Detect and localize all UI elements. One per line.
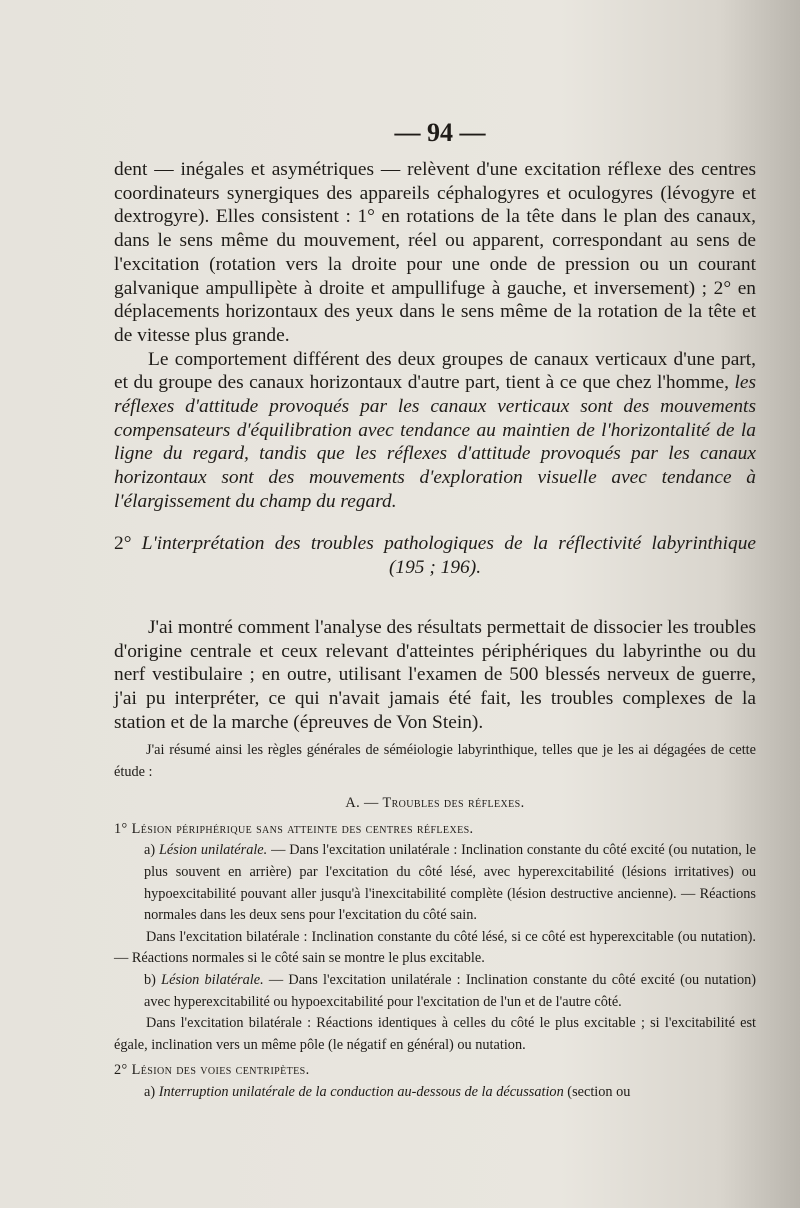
summary-block bbox=[114, 740, 756, 1104]
body-text-middle bbox=[114, 616, 756, 735]
lesion-1-a-text: — Dans l'excitation unilatérale : Inclination constante du côté excité (ou nutation, le plus souvent en arrière) par l'excitation du côté lésé, avec hyperexcitabilité (lésions irritatives) ou hypoexcitabilité pouvant aller jusqu'à l'inexcitabilité complète (lésion destructive ancienne). — Réactions normales dans les deux sens pour l'excitation du côté sain. bbox=[144, 842, 756, 924]
lesion-1-title: 1° Lésion périphérique sans atteinte des centres réflexes. bbox=[114, 820, 474, 837]
lesion-2-a-label: a) bbox=[144, 1083, 159, 1100]
section-heading-text: L'interprétation des troubles pathologiques de la réflectivité labyrinthique bbox=[141, 533, 756, 554]
lesion-1-b-italic: Lésion bilatérale. bbox=[161, 971, 264, 988]
section-heading bbox=[114, 532, 756, 580]
lesion-2-title: 2° Lésion des voies centripètes. bbox=[114, 1062, 310, 1079]
paragraph-2 bbox=[114, 348, 756, 514]
lesion-1-a bbox=[114, 840, 756, 926]
section-heading-line-1 bbox=[114, 532, 756, 556]
page-number: — 94 — bbox=[394, 118, 486, 147]
paragraph-2-intro: Le comportement différent des deux groupes de canaux verticaux d'une part, et du groupe des canaux horizontaux d'autre part, tient à ce que chez l'homme, bbox=[114, 348, 756, 394]
body-text-top bbox=[114, 158, 756, 514]
lesion-1-b-bilateral: Dans l'excitation bilatérale : Réactions identiques à celles du côté le plus excitable ; si l'excitabilité est égale, inclination vers un même pôle (le négatif en général) ou nutation. bbox=[114, 1015, 756, 1053]
heading-a: A. — Troubles des réflexes. bbox=[345, 795, 525, 812]
lesion-2-a bbox=[114, 1082, 756, 1104]
lesion-1-a-bilateral: Dans l'excitation bilatérale : Inclination constante du côté lésé, si ce côté est hyperexcitable (ou nutation). — Réactions normales si le côté sain se montre le plus excitable. bbox=[114, 928, 756, 967]
lesion-2-a-text: (section ou bbox=[563, 1083, 631, 1100]
lesion-1-b bbox=[114, 970, 756, 1013]
lesion-1-b-text: — Dans l'excitation unilatérale : Inclination constante du côté excité (ou nutation) avec hyperexcitabilité ou hypoexcitabilité pour l'excitation de l'un et de l'autre côté. bbox=[144, 971, 756, 1010]
lesion-1-a-italic: Lésion unilatérale. bbox=[158, 842, 268, 859]
lesion-1-a-label: a) bbox=[144, 842, 159, 859]
lesion-2-a-italic-2: unilatérale de la conduction au-dessous de la décussation bbox=[228, 1083, 564, 1100]
lesion-1-b-label: b) bbox=[144, 971, 162, 988]
paragraph-2-italic: les réflexes d'attitude provoqués par les canaux verticaux sont des mouvements compensateurs d'équilibration avec tendance au maintien de l'horizontalité de la ligne du regard, tandis que les réflexes d'attitude provoqués par les canaux horizontaux sont des mouvements d'exploration visuelle avec tendance à l'élargissement du champ du regard. bbox=[114, 372, 756, 512]
lesion-2-a-italic-1: Interruption bbox=[158, 1083, 229, 1100]
section-heading-number: 2° bbox=[114, 533, 142, 554]
paragraph-3: J'ai montré comment l'analyse des résultats permettait de dissocier les troubles d'origine centrale et ceux relevant d'atteintes périphériques du labyrinthe ou du nerf vestibulaire ; en outre, utilisant l'examen de 500 blessés nerveux de guerre, j'ai pu interpréter, ce qui n'avait jamais été fait, les troubles complexes de la station et de la marche (épreuves de Von Stein). bbox=[114, 617, 756, 733]
summary-intro: J'ai résumé ainsi les règles générales de séméiologie labyrinthique, telles que je les ai dégagées de cette étude : bbox=[114, 742, 756, 780]
section-heading-line-2: (195 ; 196). bbox=[388, 557, 482, 578]
paragraph-1: dent — inégales et asymétriques — relèvent d'une excitation réflexe des centres coordinateurs synergiques des appareils céphalogyres et oculogyres (lévogyre et dextrogyre). Elles consistent : 1° en rotations de la tête dans le plan des canaux, dans le sens même du mouvement, réel ou apparent, correspondant au sens de l'excitation (rotation vers la droite pour une onde de pression ou un courant galvanique ampullipète à droite et ampullifuge à gauche, et inversement) ; 2° en déplacements horizontaux des yeux dans le sens même de la rotation de la tête et de vitesse plus grande. bbox=[114, 159, 756, 346]
